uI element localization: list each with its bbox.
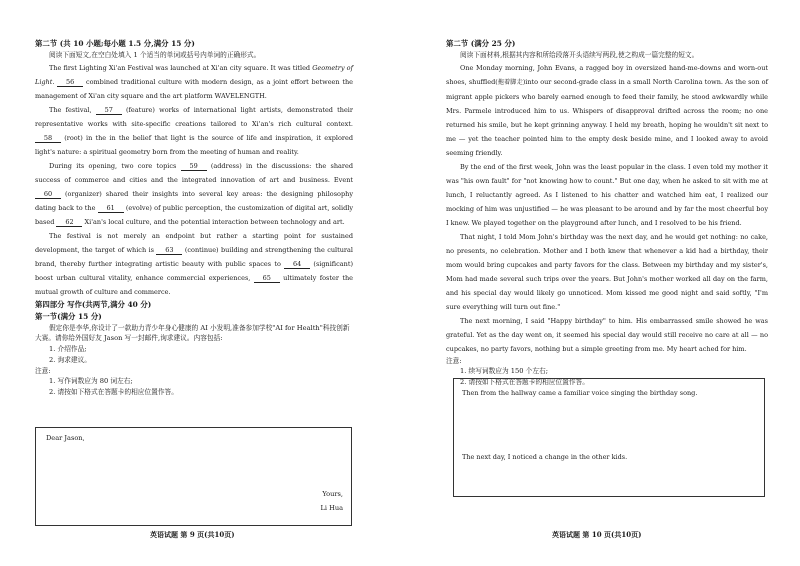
passage-text: The first Lighting Xi'an Festival was launched at Xi'an city square. It was titled: [49, 63, 313, 72]
notes-label: 注意:: [446, 356, 462, 365]
passage-paragraph: [35, 103, 353, 159]
content-point: 1. 介绍作品;: [49, 344, 87, 353]
passage-text: (organizer) shared their insights into several key areas: the designing philosophy dating back to the: [35, 189, 353, 212]
note-item: 1. 写作词数应为 80 词左右;: [49, 377, 133, 385]
passage-text: The festival,: [49, 105, 96, 114]
notes-label: 注意:: [35, 366, 51, 375]
passage-paragraph: [35, 229, 353, 299]
section-title-continuation: 第二节 (满分 25 分): [446, 39, 516, 48]
passage-text: .: [52, 77, 58, 86]
passage-text: ultimately foster the mutual growth of culture and commerce.: [35, 273, 353, 296]
passage-text: combined traditional culture with modern design, as a joint effort between the management of Xi'an city square and the art platform WAVELENGTH.: [35, 77, 353, 100]
letter-signature: Li Hua: [320, 504, 343, 512]
blank-63: 63: [156, 246, 182, 255]
passage-text: The festival is not merely an endpoint but rather a starting point for sustained development, the target of which is: [35, 231, 353, 254]
writing-prompt: 假定你是李华,你设计了一款助力青少年身心健康的 AI 小发明,准备参加学校"AI for Health"科技创新大赛。请你给外国好友 Jason 写一封邮件,询求建议。内容包括:: [35, 323, 350, 342]
passage-text: (significant) boost urban cultural vitality, enhance commercial experiences,: [35, 259, 353, 282]
passage-paragraph: [446, 230, 768, 314]
paragraph-opener-1: Then from the hallway came a familiar voice singing the birthday song.: [462, 389, 698, 397]
subsection-title-email: 第一节(满分 15 分): [35, 311, 102, 321]
blank-62: 62: [56, 218, 82, 227]
blank-65: 65: [254, 274, 280, 283]
page-footer-left: 英语试题 第 9 页(共10页): [150, 530, 235, 539]
passage-text: Xi'an's local culture, and the potential interaction between technology and art.: [82, 217, 345, 226]
note-item: 1. 续写词数应为 150 个左右;: [460, 367, 548, 375]
passage-text: into our second-grade class in a small North Carolina town. As the son of migrant apple pickers who barely earned enough to feed their family, he stood awkwardly while Mrs. Parmele introduced him to us. Whispers of disapproval drifted across the room; no one returned his smile, but he kept grinning anyway. I held my breath, hoping he wouldn't sit next to me — yet the teacher pointed him to the empty desk beside mine, and I looked away to avoid seeming friendly.: [446, 77, 768, 157]
blank-58: 58: [35, 134, 61, 143]
passage-text: One Monday morning, John Evans, a ragged boy in oversized hand-me-downs and worn-out shoes, shuffled: [446, 63, 768, 86]
continuation-instruction: 阅读下面材料,根据其内容和所给段落开头语续写两段,使之构成一篇完整的短文。: [460, 51, 699, 59]
passage-text: That night, I told Mom John's birthday was the next day, and he would get nothing: no cake, no presents, no celebration. Mother and I both knew that whenever a kid had a birthday, their mom would bring cupcakes and party favors for the class. Between my birthday and my sister's, Mom had made several such trips over the years. But John's mother worked all day on the farm, and his special day would likely go unnoticed. Mom kissed me good night and said softly, "I'm sure everything will turn out fine.": [446, 232, 768, 311]
passage-text: (continue) building and strengthening the cultural brand, thereby further integrating artistic beauty with public spaces to: [35, 245, 353, 268]
passage-paragraph: [35, 159, 353, 229]
gloss-note: (拖着脚走): [495, 78, 526, 86]
blank-60: 60: [35, 190, 61, 199]
passage-text: By the end of the first week, John was the least popular in the class. I even told my mother it was "his own fault" for "not knowing how to count." But one day, when he asked to sit with me at lunch, I reluctantly agreed. As I listened to his chatter and watched him eat, I realized our mocking of him was unjustified — he was pleasant to be around and by far the most cheerful boy I knew. We played together on the playground after lunch, and I resolved to be his friend.: [446, 162, 768, 227]
blank-57: 57: [96, 106, 122, 115]
passage-text: (feature) works of international light artists, demonstrated their representative works with site-specific creations tailored to Xi'an's rich cultural context.: [35, 105, 353, 128]
section-title-grammar: 第二节 (共 10 小题;每小题 1.5 分,满分 15 分): [35, 39, 195, 48]
italic-title: Geometry of Light: [35, 63, 354, 86]
page-10: [446, 38, 768, 388]
passage-text: (root) in the in the belief that light is the source of life and inspiration, it explored light's nature: a spiritual geometry born from the meeting of human and reality.: [35, 133, 353, 156]
letter-closing: Yours,: [322, 490, 343, 498]
note-item: 2. 请按如下格式在答题卡的相应位置作答。: [49, 388, 178, 396]
story-passage: [446, 61, 768, 356]
grammar-instruction: 阅读下面短文,在空白处填入 1 个适当的单词或括号内单词的正确形式。: [49, 51, 261, 59]
part-title-writing: 第四部分 写作(共两节,满分 40 分): [35, 299, 152, 309]
continuation-answer-box: [453, 378, 765, 497]
page-9: [35, 38, 353, 398]
blank-56: 56: [57, 78, 83, 87]
passage-text: During its opening, two core topics: [49, 161, 181, 170]
email-answer-box: [35, 427, 352, 526]
passage-paragraph: [35, 61, 353, 103]
content-point: 2. 询求建议。: [49, 355, 91, 364]
paragraph-opener-2: The next day, I noticed a change in the other kids.: [462, 453, 628, 461]
passage-text: (address) in the discussions: the shared success of commerce and cities and the integrated innovation of art and business. Event: [35, 161, 353, 184]
blank-61: 61: [98, 204, 124, 213]
passage-text: The next morning, I said "Happy birthday" to him. His embarrassed smile showed he was grateful. Yet as the day went on, it seemed his special day would still receive no care at all — no cupcakes, no party favors, nothing but a simple greeting from me. My heart ached for him.: [446, 316, 768, 353]
passage-text: (evolve) of public perception, the customization of digital art, solidly based: [35, 203, 353, 226]
grammar-passage: [35, 61, 353, 299]
letter-salutation: Dear Jason,: [46, 434, 85, 442]
passage-paragraph: [446, 61, 768, 160]
passage-paragraph: [446, 160, 768, 230]
blank-64: 64: [284, 260, 310, 269]
note-item: 2. 请按如下格式在答题卡的相应位置作答。: [460, 378, 589, 386]
blank-59: 59: [181, 162, 207, 171]
page-footer-right: 英语试题 第 10 页(共10页): [552, 530, 642, 539]
passage-paragraph: [446, 314, 768, 356]
